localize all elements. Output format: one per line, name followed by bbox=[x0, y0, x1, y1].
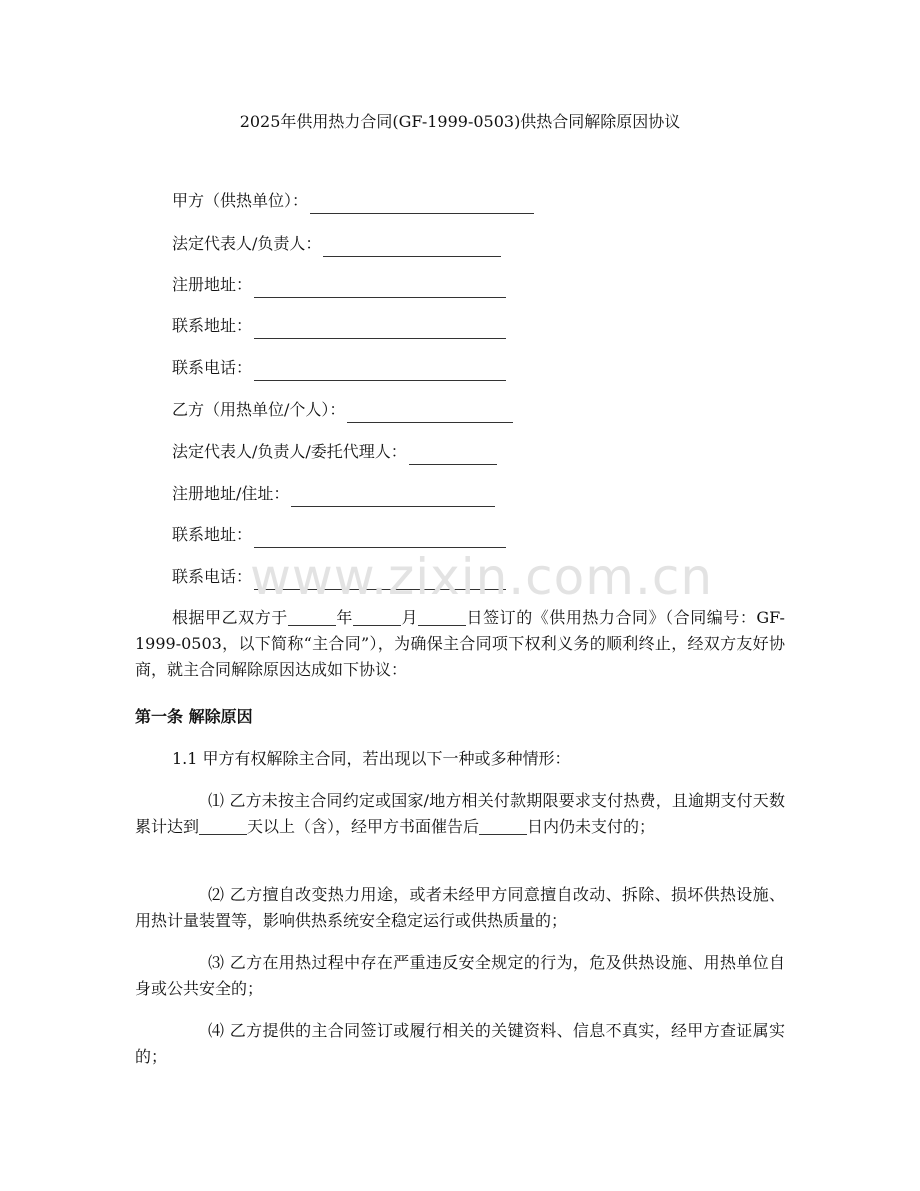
party-b-label: 乙方（用热单位/个人）： bbox=[172, 400, 346, 419]
party-b-contact-addr-field bbox=[172, 522, 506, 548]
party-a-rep-label: 法定代表人/负责人： bbox=[172, 234, 322, 253]
intro-text-2: 日签订的《供用热力合同》（合同编号：GF-1999-0503，以下简称“主合同”），为确保主合同项下权利义务的顺利终止，经双方友好协商，就主合同解除原因达成如下协议： bbox=[135, 608, 785, 679]
clause-item-4: ⑷ 乙方提供的主合同签订或履行相关的关键资料、信息不真实，经甲方查证属实的； bbox=[135, 1021, 785, 1066]
party-b-rep-blank bbox=[409, 446, 497, 465]
party-a-reg-addr-field bbox=[172, 272, 506, 298]
party-a-reg-addr-label: 注册地址： bbox=[172, 275, 253, 294]
party-b-contact-addr-label: 联系地址： bbox=[172, 525, 253, 544]
document-title: 2025年供用热力合同(GF-1999-0503)供热合同解除原因协议 bbox=[239, 112, 681, 131]
party-a-contact-addr-blank bbox=[254, 320, 506, 339]
party-b-phone-blank bbox=[254, 571, 506, 590]
intro-day-blank bbox=[418, 608, 466, 626]
party-b-reg-addr-label: 注册地址/住址： bbox=[172, 484, 290, 503]
intro-paragraph bbox=[135, 605, 785, 683]
party-a-phone-blank bbox=[254, 362, 506, 381]
item-1-deadline-blank bbox=[479, 817, 527, 835]
party-a-field bbox=[172, 188, 534, 214]
party-b-blank bbox=[347, 404, 513, 423]
item-1-text-2: 天以上（含），经甲方书面催告后 bbox=[247, 817, 480, 836]
party-a-phone-label: 联系电话： bbox=[172, 358, 253, 377]
party-b-reg-addr-field bbox=[172, 481, 495, 507]
party-a-rep-blank bbox=[323, 238, 501, 257]
party-b-rep-field bbox=[172, 439, 497, 465]
party-a-blank bbox=[310, 195, 534, 214]
party-b-field bbox=[172, 397, 513, 423]
party-a-label: 甲方（供热单位）： bbox=[172, 191, 309, 210]
party-b-contact-addr-blank bbox=[254, 529, 506, 548]
clause-1-1: 1.1 甲方有权解除主合同，若出现以下一种或多种情形： bbox=[172, 749, 571, 768]
item-1-text-1: ⑴ 乙方未按主合同约定或国家/地方相关付款期限要求支付热费，且逾期支付天数累计达到 bbox=[135, 791, 785, 836]
party-b-reg-addr-blank bbox=[291, 488, 495, 507]
intro-year-label: 年 bbox=[335, 608, 353, 627]
intro-text-1: 根据甲乙双方于 bbox=[172, 608, 288, 627]
party-a-reg-addr-blank bbox=[254, 279, 506, 298]
party-b-rep-label: 法定代表人/负责人/委托代理人： bbox=[172, 442, 407, 461]
intro-year-blank bbox=[288, 608, 336, 626]
intro-month-label: 月 bbox=[400, 608, 419, 627]
article-1-heading: 第一条 解除原因 bbox=[135, 707, 253, 726]
clause-item-3: ⑶ 乙方在用热过程中存在严重违反安全规定的行为，危及供热设施、用热单位自身或公共安全的； bbox=[135, 953, 785, 998]
party-a-rep-field bbox=[172, 231, 501, 257]
party-a-contact-addr-label: 联系地址： bbox=[172, 316, 253, 335]
party-a-contact-addr-field bbox=[172, 313, 506, 339]
party-a-phone-field bbox=[172, 355, 506, 381]
intro-month-blank bbox=[353, 608, 401, 626]
watermark: www.zixin.com.cn bbox=[250, 548, 714, 606]
clause-item-2: ⑵ 乙方擅自改变热力用途，或者未经甲方同意擅自改动、拆除、损坏供热设施、用热计量装置等，影响供热系统安全稳定运行或供热质量的； bbox=[135, 885, 785, 930]
item-1-text-3: 日内仍未支付的； bbox=[527, 817, 656, 836]
party-b-phone-label: 联系电话： bbox=[172, 567, 253, 586]
clause-item-1 bbox=[135, 788, 785, 840]
party-b-phone-field bbox=[172, 564, 506, 590]
item-1-days-blank bbox=[199, 817, 247, 835]
